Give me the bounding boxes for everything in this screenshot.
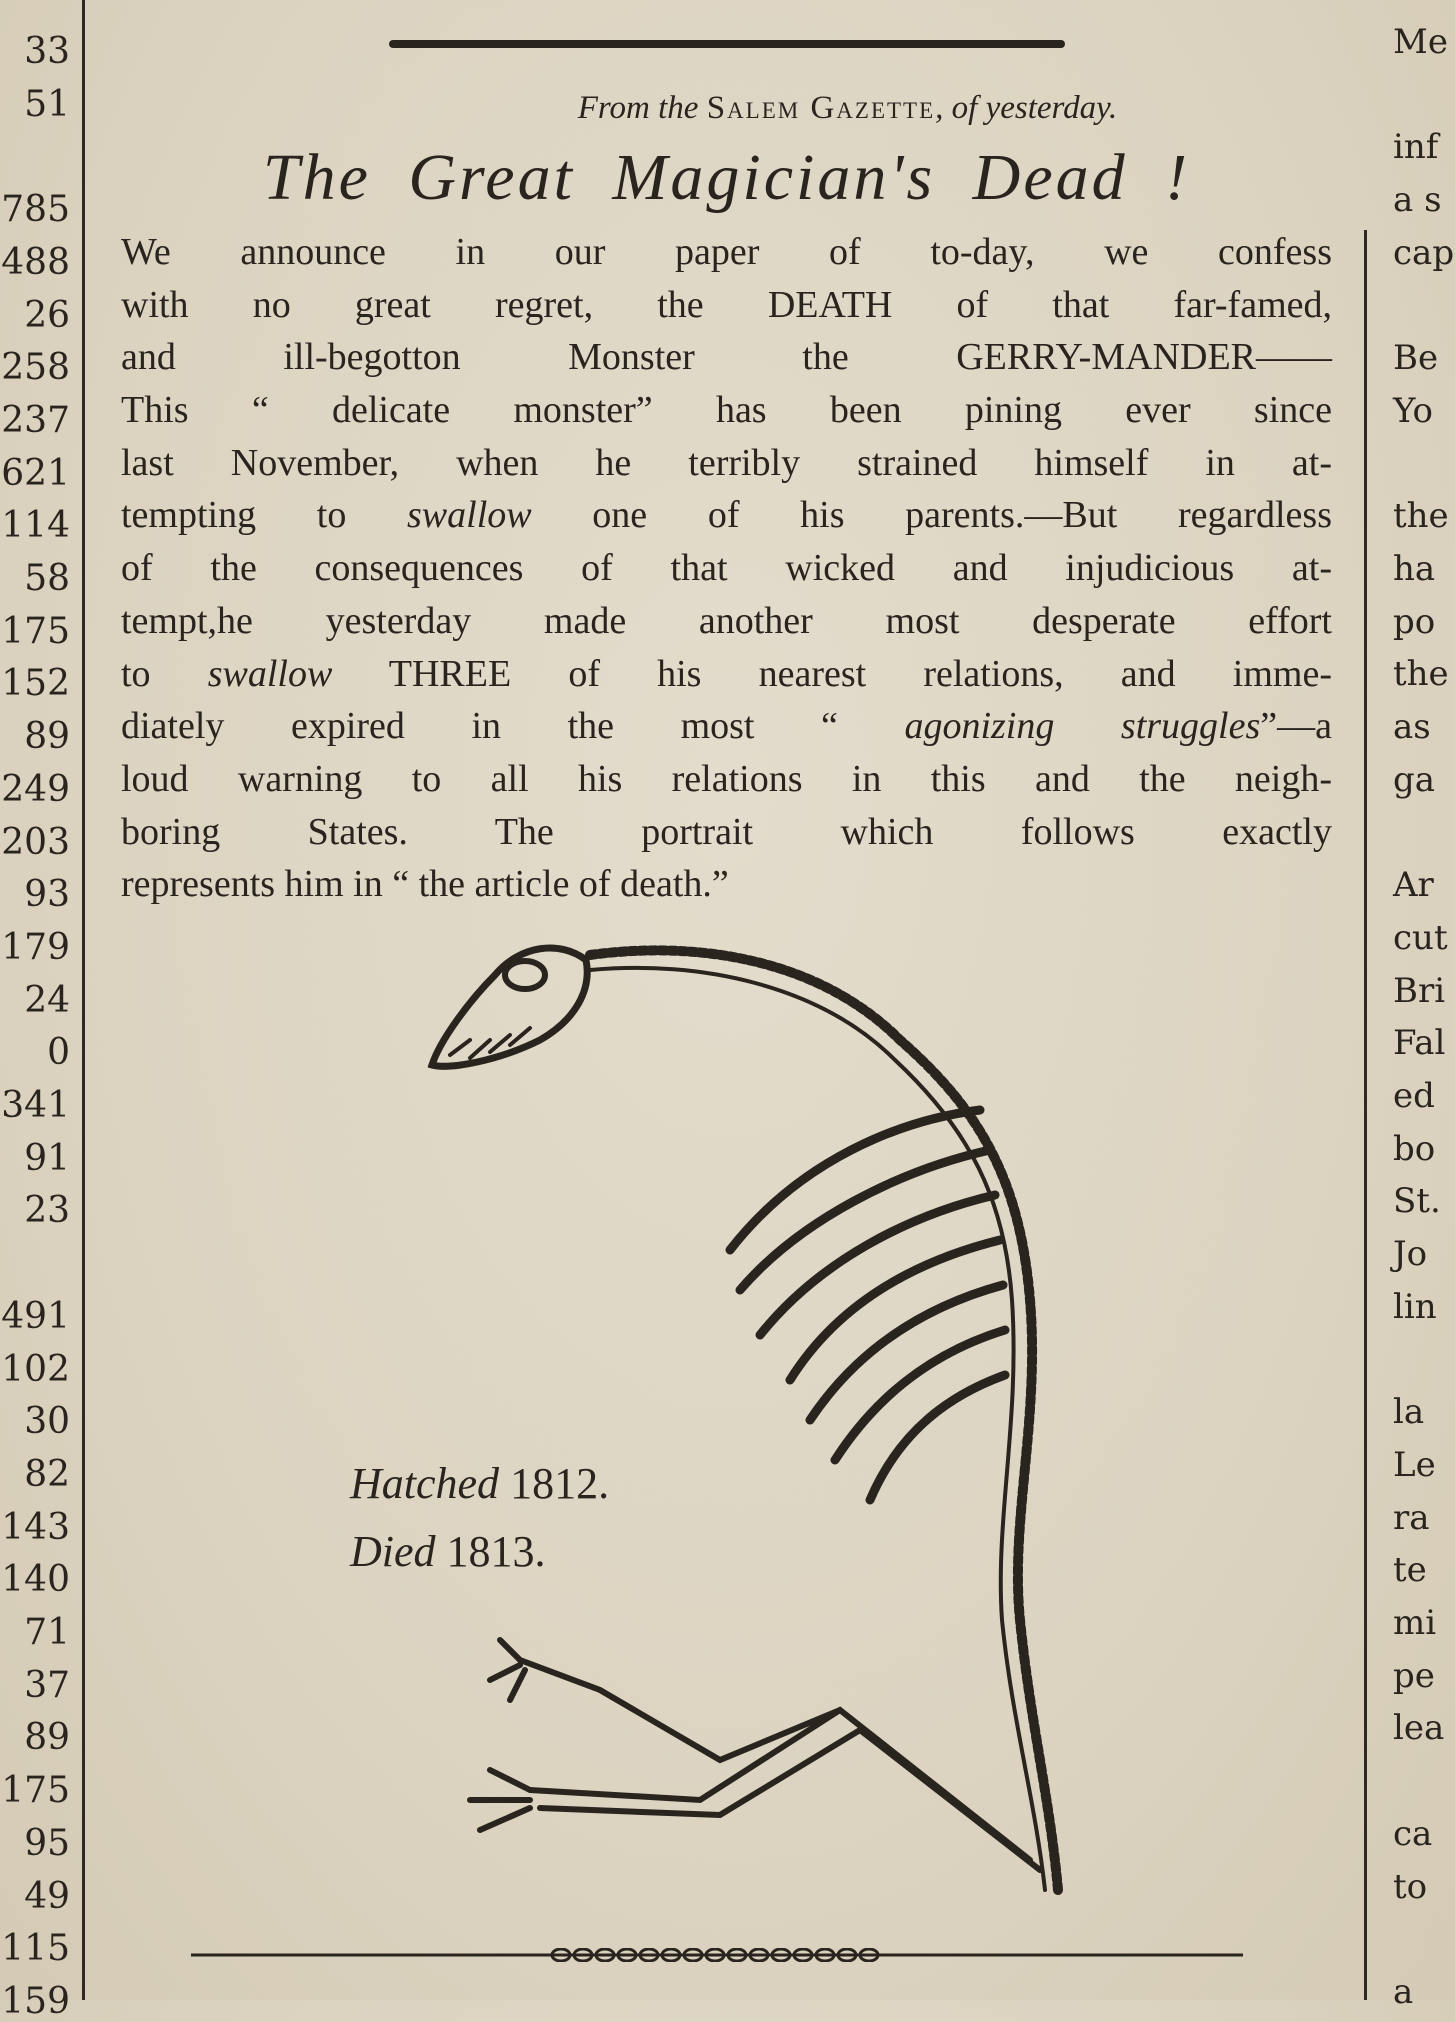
column-number: 175 <box>1 610 70 652</box>
column-number: 0 <box>47 1032 70 1074</box>
article-title: The Great Magician's Dead ! <box>262 141 1191 214</box>
italic-phrase: swallow <box>407 494 532 537</box>
column-fragment: cap <box>1393 232 1455 273</box>
column-number: 89 <box>24 716 70 758</box>
ornamental-bottom-rule <box>191 1948 1243 1962</box>
column-fragment: lin <box>1393 1286 1437 1327</box>
column-fragment: ca <box>1393 1813 1433 1854</box>
column-fragment: ra <box>1393 1497 1430 1538</box>
column-number: 71 <box>24 1612 70 1653</box>
hatched-year: 1812. <box>510 1459 610 1508</box>
column-fragment: lea <box>1393 1708 1445 1749</box>
column-number: 159 <box>1 1980 70 2022</box>
column-number: 143 <box>1 1506 70 1548</box>
column-number: 237 <box>1 399 70 441</box>
column-number: 152 <box>1 663 70 705</box>
column-fragment: a <box>1393 1971 1414 2012</box>
column-number: 114 <box>1 505 70 547</box>
line-text: represents him in “ the article of death.” <box>121 863 729 906</box>
line-text: one of his parents.—But regardless <box>531 494 1333 537</box>
column-number: 58 <box>24 558 70 599</box>
column-fragment: Le <box>1393 1444 1436 1485</box>
skull-icon <box>432 948 587 1066</box>
line-text: last November, when he terribly strained himself in at- <box>121 441 1332 484</box>
column-fragment: Ar <box>1393 865 1434 906</box>
column-fragment: cut <box>1393 917 1448 958</box>
column-number: 33 <box>24 31 70 72</box>
column-fragment: ha <box>1393 549 1436 589</box>
column-number: 30 <box>24 1401 70 1443</box>
line-text: boring States. The portrait which follows exactly <box>121 810 1332 853</box>
column-number: 115 <box>1 1928 70 1970</box>
line-text: This “ delicate monster” has been pining ever since <box>121 389 1332 432</box>
column-number: 26 <box>24 294 70 336</box>
italic-phrase: swallow <box>207 652 333 695</box>
column-number: 179 <box>1 926 70 968</box>
column-number: 249 <box>1 768 70 810</box>
caption-hatched <box>350 1458 609 1509</box>
ribs <box>730 1110 1005 1500</box>
column-number: 203 <box>1 821 70 863</box>
column-fragment: Be <box>1393 338 1439 379</box>
column-fragment: Me <box>1393 22 1448 62</box>
column-number: 37 <box>24 1664 70 1706</box>
legs <box>470 1640 1040 1870</box>
column-fragment: mi <box>1393 1603 1437 1643</box>
line-text: loud warning to all his relations in this and the neigh- <box>121 757 1332 800</box>
died-label: Died <box>350 1527 436 1576</box>
line-text: and ill-begotton Monster the GERRY-MANDER—— <box>121 336 1332 379</box>
died-year: 1813. <box>446 1527 546 1576</box>
column-number: 89 <box>24 1717 70 1759</box>
line-text: ”—a <box>1260 705 1332 748</box>
column-number: 175 <box>1 1770 70 1812</box>
line-text: tempting to <box>121 494 407 537</box>
column-number: 93 <box>24 874 70 916</box>
column-fragment: bo <box>1393 1128 1436 1169</box>
column-number: 91 <box>24 1137 70 1179</box>
column-fragment: inf <box>1393 127 1439 168</box>
line-text: with no great regret, the DEATH of that far-famed, <box>121 283 1332 326</box>
column-number: 258 <box>1 347 70 389</box>
column-number: 102 <box>1 1348 70 1390</box>
column-fragment: as <box>1393 707 1431 748</box>
column-fragment: po <box>1393 601 1436 642</box>
column-fragment: Yo <box>1393 390 1433 431</box>
column-number: 785 <box>1 189 70 231</box>
column-number: 140 <box>1 1559 70 1601</box>
italic-phrase: agonizing struggles <box>904 705 1261 748</box>
line-text: to <box>121 652 208 695</box>
column-number: 23 <box>24 1190 70 1232</box>
column-number: 95 <box>24 1822 70 1864</box>
column-fragment: Fal <box>1393 1023 1446 1064</box>
column-fragment: the <box>1393 654 1449 695</box>
column-fragment: the <box>1393 496 1449 537</box>
column-fragment: te <box>1393 1550 1427 1591</box>
column-fragment: to <box>1393 1866 1428 1907</box>
line-text: diately expired in the most “ <box>121 705 905 748</box>
dateline-prefix: From the <box>577 90 699 126</box>
column-number: 24 <box>24 979 70 1021</box>
dateline-source: Salem Gazette <box>706 90 936 126</box>
column-number: 491 <box>1 1295 70 1337</box>
column-fragment: ed <box>1393 1076 1435 1116</box>
column-fragment: St. <box>1393 1181 1441 1222</box>
column-number: 82 <box>24 1453 70 1495</box>
column-fragment: Jo <box>1393 1234 1428 1275</box>
dateline-suffix: , of yesterday. <box>935 90 1118 126</box>
line-text: tempt,he yesterday made another most desperate effort <box>121 599 1332 642</box>
caption-died <box>350 1526 546 1577</box>
column-fragment: ga <box>1393 759 1436 800</box>
hatched-label: Hatched <box>350 1459 500 1508</box>
column-number: 488 <box>1 241 70 283</box>
column-fragment: a s <box>1393 180 1442 221</box>
line-text: of the consequences of that wicked and injudicious at- <box>121 547 1332 590</box>
line-text: THREE of his nearest relations, and imme- <box>332 652 1332 695</box>
column-fragment: Bri <box>1393 970 1446 1011</box>
column-number: 621 <box>1 452 70 494</box>
column-number: 49 <box>24 1875 70 1917</box>
column-fragment: pe <box>1393 1655 1435 1696</box>
column-fragment: la <box>1393 1392 1425 1433</box>
column-number: 51 <box>24 83 70 125</box>
line-text: We announce in our paper of to-day, we confess <box>121 231 1332 273</box>
column-number: 341 <box>1 1085 70 1126</box>
